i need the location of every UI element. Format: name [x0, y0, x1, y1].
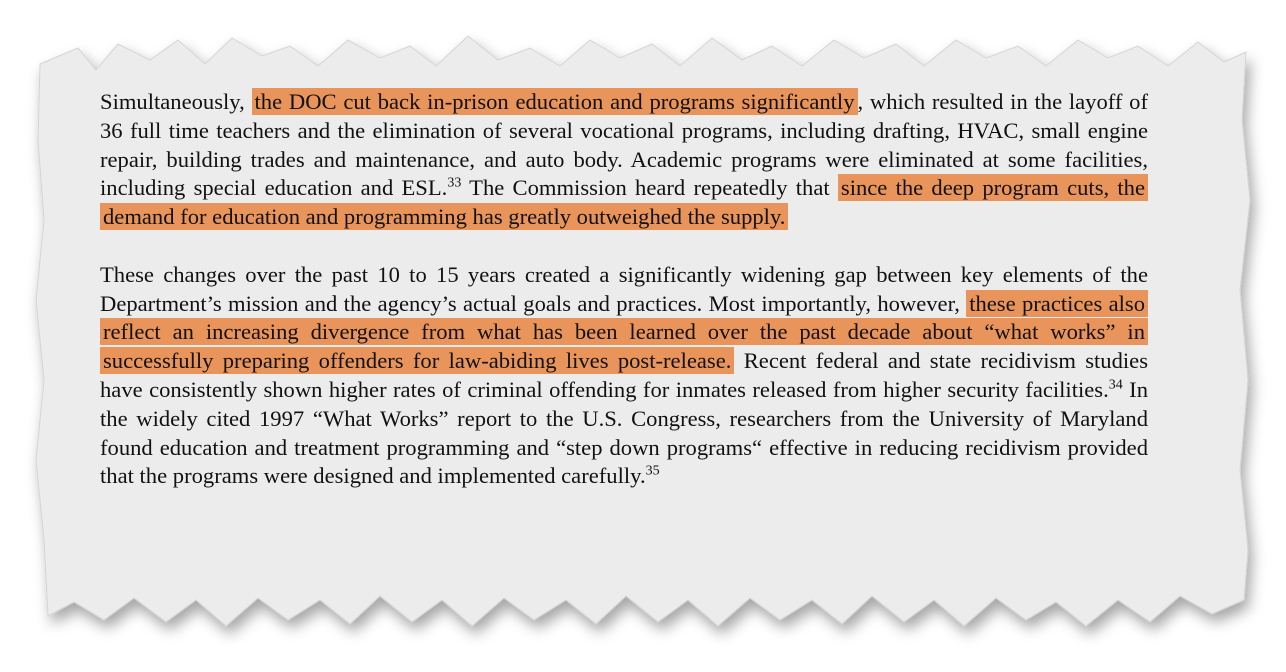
highlighted-text: since the deep program cuts, the demand for education and programming has greatly outweighed the supply. — [100, 174, 1148, 230]
body-text: In the widely cited 1997 “What Works” report to the U.S. Congress, researchers from the University of Maryland found education and treatment programming and “step down programs“ effective in reducing recidivism provided that the programs were designed and implemented carefully. — [100, 376, 1148, 489]
footnote-marker: 33 — [447, 175, 462, 191]
body-text: Recent federal and state recidivism studies have consistently shown higher rates of criminal offending for inmates released from higher security facilities. — [100, 348, 1148, 402]
body-text: , which resulted in the layoff of 36 full time teachers and the elimination of several vocational programs, including drafting, HVAC, small engine repair, building trades and maintenance, and auto body. Academic programs were eliminated at some facilities, including special education and ESL. — [100, 89, 1148, 201]
footnote-marker: 35 — [645, 463, 660, 479]
footnote-marker: 34 — [1108, 377, 1123, 393]
body-text: These changes over the past 10 to 15 years created a significantly widening gap between key elements of the Department’s mission and the agency’s actual goals and practices. Most importantly, however, — [100, 261, 1148, 316]
body-text: The Commission heard repeatedly that — [461, 175, 838, 201]
highlighted-text: the DOC cut back in-prison education and programs significantly — [252, 88, 858, 115]
document-excerpt — [100, 88, 1148, 491]
paragraph-2 — [100, 261, 1148, 491]
body-text: Simultaneously, — [100, 89, 252, 114]
paragraph-1 — [100, 88, 1148, 232]
highlighted-text: these practices also reflect an increasing divergence from what has been learned over the past decade about “what works” in successfully preparing offenders for law-abiding lives post-release. — [100, 290, 1148, 375]
